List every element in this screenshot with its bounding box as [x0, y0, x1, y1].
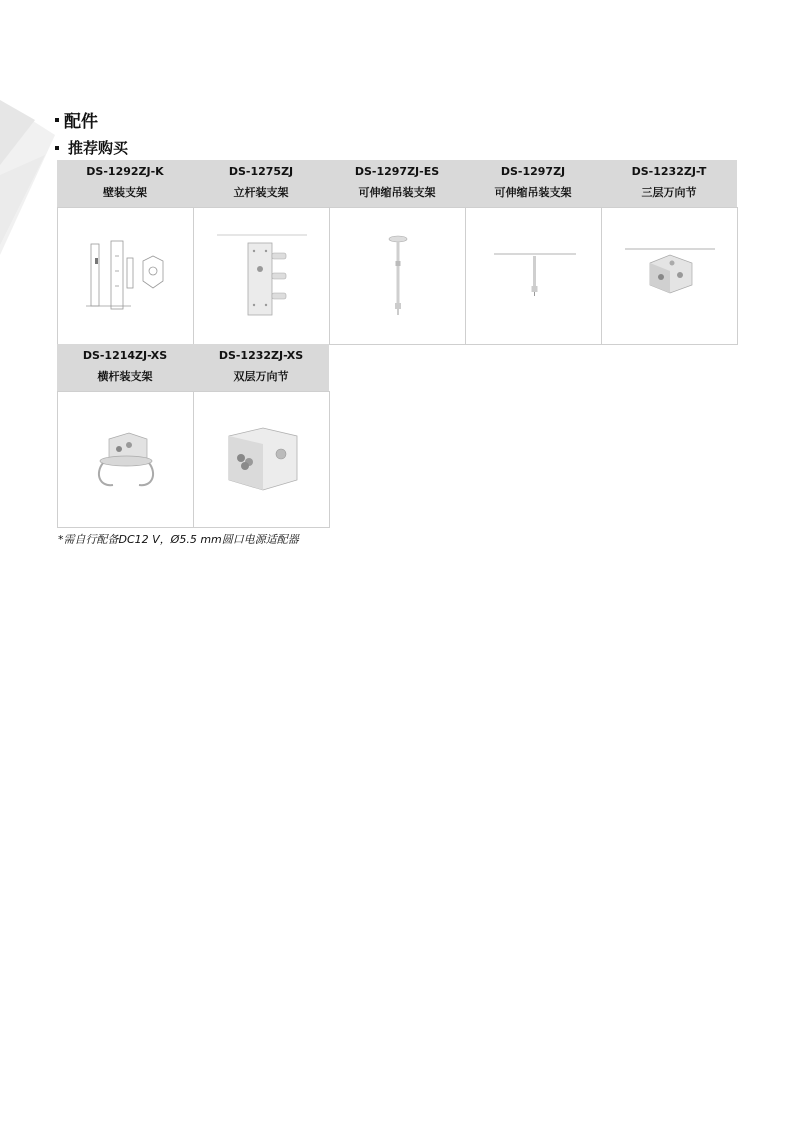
accessory-name: 双层万向节 — [233, 370, 289, 383]
accessory-name: 可伸缩吊装支架 — [358, 186, 436, 199]
horizontal-pole-clamp-icon — [57, 391, 194, 528]
accessory-model: DS-1214ZJ-XS — [82, 349, 168, 362]
accessory-header-3 — [329, 160, 465, 207]
accessory-name: 立杆装支架 — [233, 186, 289, 199]
accessory-header-2 — [193, 160, 329, 207]
accessory-model: DS-1275ZJ — [228, 165, 294, 178]
subsection-title: 推荐购买 — [68, 139, 129, 157]
accessory-name: 可伸缩吊装支架 — [494, 186, 572, 199]
accessory-name: 三层万向节 — [641, 186, 697, 199]
accessory-model: DS-1297ZJ — [500, 165, 566, 178]
accessory-model: DS-1232ZJ-XS — [218, 349, 304, 362]
accessory-header-7 — [193, 344, 329, 391]
wall-mount-drawing-icon — [57, 207, 194, 345]
three-layer-joint-icon — [601, 207, 738, 345]
accessory-header-4 — [465, 160, 601, 207]
accessory-header-1 — [57, 160, 193, 207]
bullet-icon — [55, 146, 59, 150]
pole-mount-bracket-icon — [193, 207, 330, 345]
decorative-corner-shape — [0, 95, 60, 255]
accessory-model: DS-1232ZJ-T — [631, 165, 707, 178]
section-title: 配件 — [64, 112, 98, 132]
accessory-name: 横杆装支架 — [97, 370, 153, 383]
telescopic-pendant-short-icon — [465, 207, 602, 345]
subsection-heading — [55, 137, 128, 158]
footnote: *需自行配备DC12 V，Ø5.5 mm圆口电源适配器 — [58, 533, 299, 546]
bullet-icon — [55, 118, 59, 122]
accessory-model: DS-1297ZJ-ES — [354, 165, 440, 178]
accessory-name: 壁装支架 — [103, 186, 147, 199]
two-layer-joint-icon — [193, 391, 330, 528]
accessory-model: DS-1292ZJ-K — [86, 165, 164, 178]
section-heading — [55, 107, 98, 132]
accessory-header-6 — [57, 344, 193, 391]
accessory-header-5 — [601, 160, 737, 207]
telescopic-pendant-long-icon — [329, 207, 466, 345]
